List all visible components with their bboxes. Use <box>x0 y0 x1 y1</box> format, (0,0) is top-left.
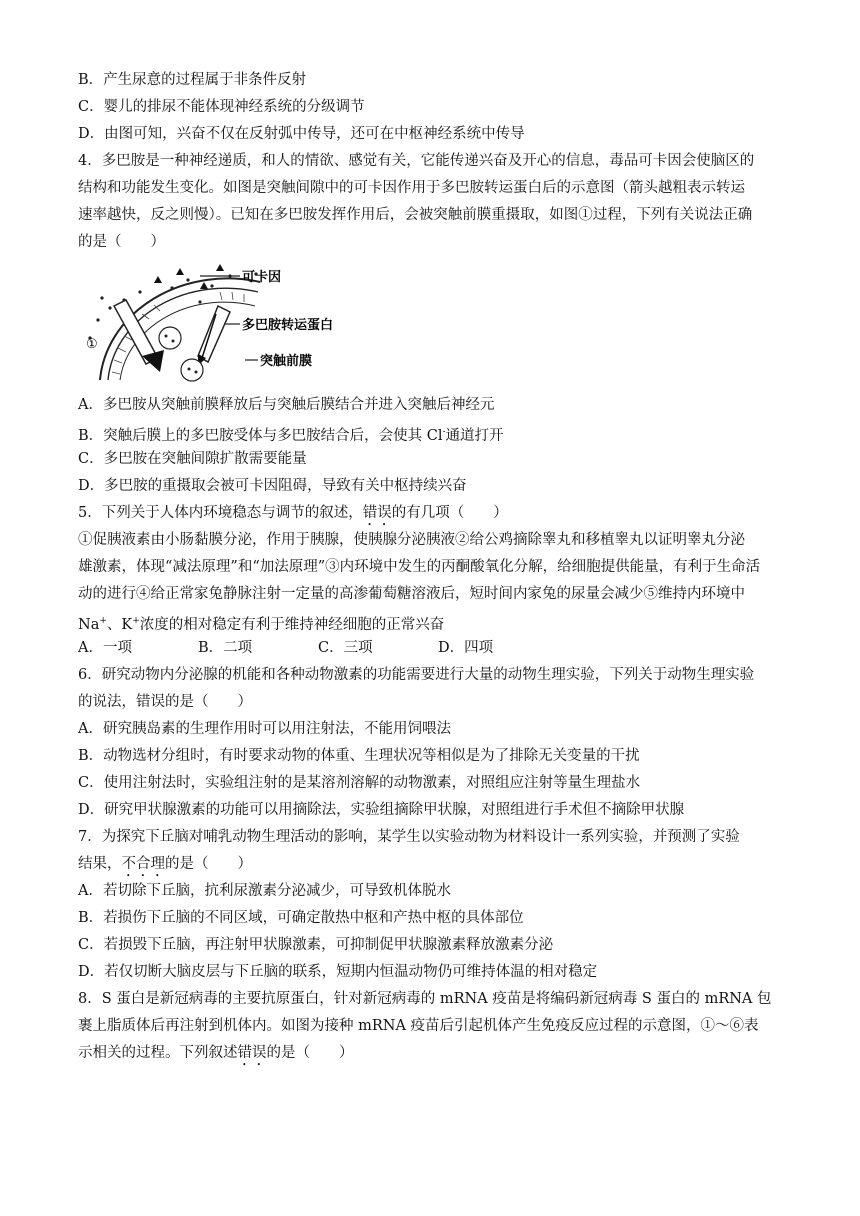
q4-stem-line3: 速率越快，反之则慢）。已知在多巴胺发挥作用后，会被突触前膜重摄取，如图①过程，下列有关说法正确 <box>78 207 753 223</box>
q6-option-a: A．研究胰岛素的生理作用时可以用注射法，不能用饲喂法 <box>78 721 451 737</box>
q5-option-c: C．三项 <box>318 640 373 656</box>
q7-stem-line1: 7．为探究下丘脑对哺乳动物生理活动的影响，某学生以实验动物为材料设计一系列实验，并预测了实验 <box>78 829 740 845</box>
q6-option-c: C．使用注射法时，实验组注射的是某溶剂溶解的动物激素，对照组应注射等量生理盐水 <box>78 775 641 791</box>
membrane-label: 突触前膜 <box>260 354 313 369</box>
q8-stem-line1: 8．S 蛋白是新冠病毒的主要抗原蛋白，针对新冠病毒的 mRNA 疫苗是将编码新冠病毒 S 蛋白的 mRNA 包 <box>78 991 772 1007</box>
q3-option-b: B．产生尿意的过程属于非条件反射 <box>78 72 307 88</box>
q3-option-d: D．由图可知，兴奋不仅在反射弧中传导，还可在中枢神经系统中传导 <box>78 126 525 142</box>
q6-stem-line2: 的说法，错误的是（ ） <box>78 694 252 710</box>
q7-option-d: D．若仅切断大脑皮层与下丘脑的联系，短期内恒温动物仍可维持体温的相对稳定 <box>78 964 598 980</box>
q5-options <box>78 638 493 658</box>
q8-stem-line3: 示相关的过程。下列叙述错误的是（ ） <box>78 1045 354 1061</box>
q3-option-c: C．婴儿的排尿不能体现神经系统的分级调节 <box>78 99 365 115</box>
q7-stem-line2: 结果，不合理的是（ ） <box>78 856 252 872</box>
q5-item-line2: 雄激素，体现“减法原理”和“加法原理”③内环境中发生的丙酮酸氧化分解，给细胞提供能量，有利于生命活 <box>78 559 761 575</box>
q4-stem-line4: 的是（ ） <box>78 234 165 250</box>
q5-item-line4: Na+、K+浓度的相对稳定有利于维持神经细胞的正常兴奋 <box>78 616 445 633</box>
transporter-label: 多巴胺转运蛋白 <box>242 318 334 333</box>
q5-item-line1: ①促胰液素由小肠黏膜分泌，作用于胰腺，使胰腺分泌胰液②给公鸡摘除睾丸和移植睾丸以证明睾丸分泌 <box>78 532 745 548</box>
cocaine-label: 可卡因 <box>242 270 282 285</box>
q6-stem-line1: 6．研究动物内分泌腺的机能和各种动物激素的功能需要进行大量的动物生理实验，下列关于动物生理实验 <box>78 667 755 683</box>
q5-option-d: D．四项 <box>438 640 494 656</box>
process-label: ① <box>86 337 98 352</box>
q6-option-b: B．动物选材分组时，有时要求动物的体重、生理状况等相似是为了排除无关变量的干扰 <box>78 748 640 764</box>
q4-option-c: C．多巴胺在突触间隙扩散需要能量 <box>78 451 307 467</box>
q4-option-a: A．多巴胺从突触前膜释放后与突触后膜结合并进入突触后神经元 <box>78 397 495 413</box>
q4-option-b: B．突触后膜上的多巴胺受体与多巴胺结合后，会使其 Cl-通道打开 <box>78 427 504 444</box>
q7-option-b: B．若损伤下丘脑的不同区域，可确定散热中枢和产热中枢的具体部位 <box>78 910 524 926</box>
synapse-figure <box>80 262 360 386</box>
q7-option-c: C．若损毁下丘脑，再注射甲状腺激素，可抑制促甲状腺激素释放激素分泌 <box>78 937 554 953</box>
q7-option-a: A．若切除下丘脑，抗利尿激素分泌减少，可导致机体脱水 <box>78 883 451 899</box>
q4-stem-line1: 4．多巴胺是一种神经递质，和人的情欲、感觉有关，它能传递兴奋及开心的信息，毒品可卡因会使脑区的 <box>78 153 755 169</box>
q5-option-a: A．一项 <box>78 640 132 656</box>
q8-stem-line2: 裹上脂质体后再注射到机体内。如图为接种 mRNA 疫苗后引起机体产生免疫反应过程的示意图，①～⑥表 <box>78 1018 759 1034</box>
q4-stem-line2: 结构和功能发生变化。如图是突触间隙中的可卡因作用于多巴胺转运蛋白后的示意图（箭头越粗表示转运 <box>78 180 745 196</box>
q5-stem: 5．下列关于人体内环境稳态与调节的叙述，错误的有几项（ ） <box>78 505 508 521</box>
q4-option-d: D．多巴胺的重摄取会被可卡因阻碍，导致有关中枢持续兴奋 <box>78 478 467 494</box>
q5-item-line3: 动的进行④给正常家兔静脉注射一定量的高渗葡萄糖溶液后，短时间内家兔的尿量会减少⑤维持内环境中 <box>78 586 745 602</box>
q5-option-b: B．二项 <box>198 640 253 656</box>
q6-option-d: D．研究甲状腺激素的功能可以用摘除法，实验组摘除甲状腺，对照组进行手术但不摘除甲状腺 <box>78 802 685 818</box>
